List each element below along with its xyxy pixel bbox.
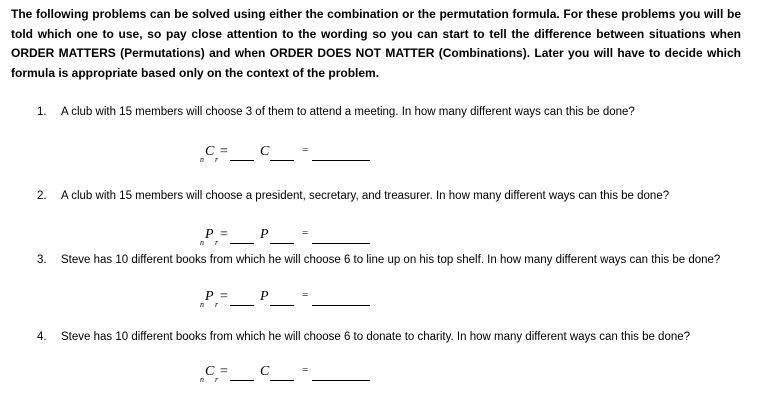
problem-text: A club with 15 members will choose a president, secretary, and treasurer. In how many different ways can this be done? [61, 190, 670, 202]
formula-symbol: P [205, 289, 214, 304]
problem-2 [37, 187, 737, 207]
problem-number: 4. [37, 331, 47, 343]
equals-sign: = [220, 289, 228, 304]
formula-symbol-filled: P [260, 227, 269, 242]
answer-blank[interactable] [312, 243, 370, 244]
formula-symbol: P [205, 227, 214, 242]
subscript-r: r [215, 155, 219, 164]
subscript-r: r [215, 238, 219, 247]
problem-number: 2. [37, 190, 47, 202]
problem-3 [37, 251, 737, 289]
blank-n-field[interactable] [230, 305, 254, 306]
problem-number: 1. [37, 106, 47, 118]
problem-1 [37, 103, 737, 123]
blank-r-field[interactable] [270, 305, 294, 306]
answer-blank[interactable] [312, 305, 370, 306]
subscript-n: n [200, 155, 204, 164]
equals-sign: = [302, 364, 309, 376]
blank-r-field[interactable] [270, 160, 294, 161]
equals-sign: = [302, 289, 309, 301]
subscript-n: n [200, 238, 204, 247]
answer-blank[interactable] [312, 160, 370, 161]
problem-text: Steve has 10 different books from which he will choose 6 to donate to charity. In how many different ways can this be done? [61, 331, 691, 343]
formula-symbol-filled: C [260, 144, 270, 159]
problem-text: A club with 15 members will choose 3 of them to attend a meeting. In how many different ways can this be done? [61, 106, 635, 118]
problem-text: Steve has 10 different books from which he will choose 6 to line up on his top shelf. In how many different ways can this be done? [61, 254, 721, 266]
equals-sign: = [302, 227, 309, 239]
equals-sign: = [220, 227, 228, 242]
subscript-r: r [215, 375, 219, 384]
formula-symbol-filled: C [260, 364, 270, 379]
equals-sign: = [220, 364, 228, 379]
problem-4 [37, 328, 737, 366]
formula-symbol: C [205, 364, 215, 379]
blank-n-field[interactable] [230, 380, 254, 381]
formula-symbol: C [205, 144, 215, 159]
subscript-r: r [215, 300, 219, 309]
subscript-n: n [200, 375, 204, 384]
problem-number: 3. [37, 254, 47, 266]
answer-blank[interactable] [312, 380, 370, 381]
equals-sign: = [220, 144, 228, 159]
blank-n-field[interactable] [230, 160, 254, 161]
formula-symbol-filled: P [260, 289, 269, 304]
blank-r-field[interactable] [270, 243, 294, 244]
subscript-n: n [200, 300, 204, 309]
equals-sign: = [302, 144, 309, 156]
blank-r-field[interactable] [270, 380, 294, 381]
instructions-paragraph: The following problems can be solved using either the combination or the permutation formula. For these problems you will be told which one to use, so pay close attention to the wording so you can start to tell the difference between situations when ORDER MATTERS (Permutations) and when ORDER DOES NOT MATTER (Combinations). Later you will have to decide which formula is appropriate based only on the context of the problem. [11, 7, 741, 81]
blank-n-field[interactable] [230, 243, 254, 244]
